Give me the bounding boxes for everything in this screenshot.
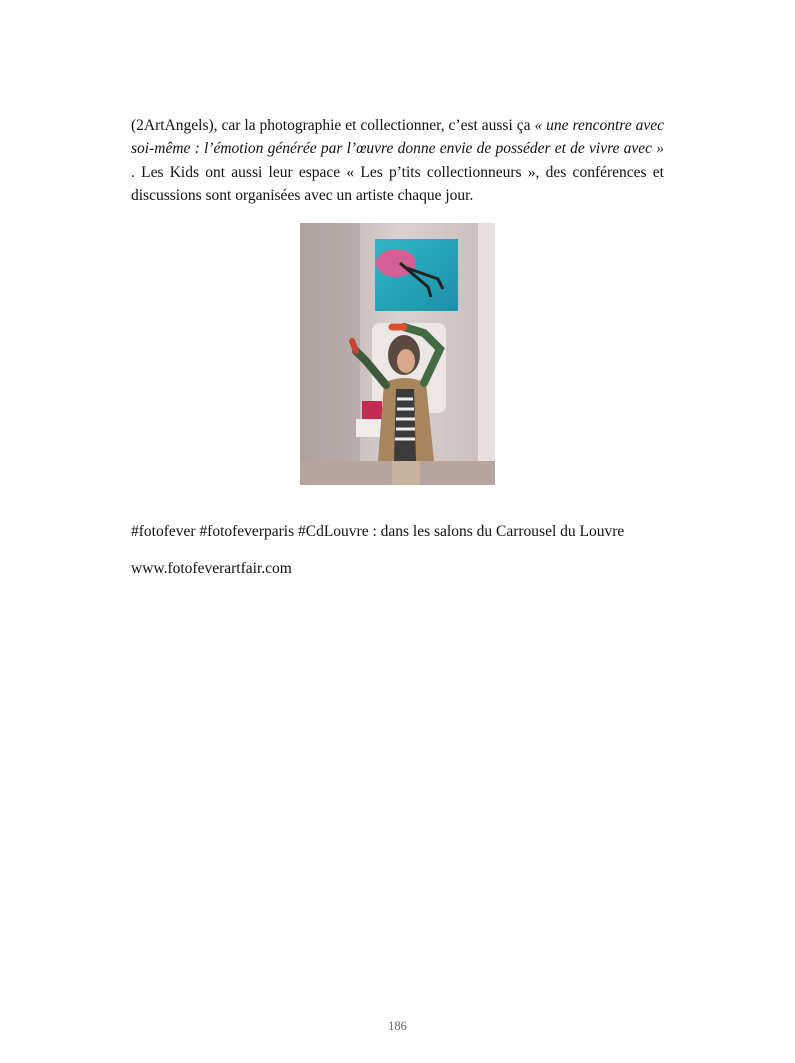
exhibition-photo <box>300 223 495 485</box>
paragraph-text-end: . Les Kids ont aussi leur espace « Les p’tits collectionneurs », des conférences et discussions sont organisées avec un artiste chaque jour. <box>131 163 664 204</box>
caption-text: #fotofever #fotofeverparis #CdLouvre : dans les salons du Carrousel du Louvre <box>131 523 625 540</box>
page-number: 186 <box>388 1019 407 1033</box>
paragraph-quote: « une rencontre avec soi-même : l’émotion générée par l’œuvre donne envie de posséder et de vivre avec » <box>131 116 664 157</box>
website-url: www.fotofeverartfair.com <box>131 560 292 577</box>
paragraph-text-start: (2ArtAngels), car la photographie et collectionner, c’est aussi ça <box>131 116 535 134</box>
body-paragraph <box>131 114 664 208</box>
